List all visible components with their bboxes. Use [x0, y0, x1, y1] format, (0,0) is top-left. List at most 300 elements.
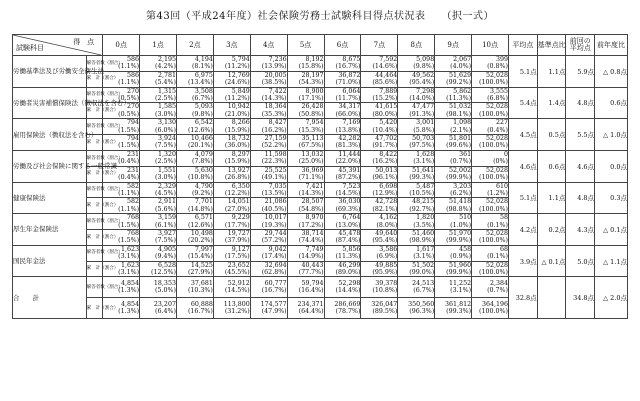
cell-count: 34,317 [338, 103, 361, 111]
cell-count: 42,728 [375, 198, 398, 206]
cell-count: 4,079 [194, 150, 213, 158]
score-cell [140, 103, 177, 119]
cell-count: 4,854 [121, 279, 140, 287]
cell-percent: (11.2%) [224, 63, 250, 71]
cell-count: 2,195 [157, 56, 176, 63]
score-cell [176, 214, 213, 230]
score-cell [324, 298, 361, 319]
cell-count: 350,560 [408, 300, 435, 308]
cell-percent: (16.2%) [261, 126, 287, 134]
cell-count: 113,800 [223, 300, 250, 308]
cell-count: 18,364 [264, 103, 287, 111]
cell-count: 68 [499, 245, 508, 253]
score-cell [250, 245, 287, 261]
score-cell [472, 87, 509, 103]
cell-count: 7,035 [268, 182, 287, 190]
cell-percent: (47.9%) [261, 308, 287, 316]
cell-count: 10,017 [264, 214, 287, 222]
cell-percent: (100.0%) [479, 110, 508, 118]
cell-count: 5,420 [379, 119, 398, 127]
col-header-score: 0点 [103, 35, 140, 56]
score-cell [140, 166, 177, 182]
cell-percent: (7.8%) [191, 158, 213, 166]
cell-percent: (54.8%) [298, 205, 324, 213]
score-cell [361, 261, 398, 277]
cell-count: 1,315 [157, 87, 176, 95]
base-ratio-value: 1.4点 [537, 87, 566, 119]
cell-count: 9,042 [268, 245, 287, 253]
cell-count: 3,927 [157, 229, 176, 237]
base-ratio-value: 1.1点 [537, 56, 566, 88]
cell-percent: (50.8%) [298, 110, 324, 118]
cell-count: 8,427 [268, 119, 287, 127]
cell-count: 364,196 [481, 300, 508, 308]
yoy-value: 0.0点 [595, 150, 628, 182]
cell-count: 52,028 [485, 166, 508, 174]
score-cell [176, 229, 213, 245]
cell-count: 6,542 [194, 119, 213, 127]
cell-count: 9,229 [231, 214, 250, 222]
score-cell [398, 214, 435, 230]
row-type-cumulative: 累 計（割合） [86, 166, 102, 182]
cell-percent: (38.5%) [261, 79, 287, 87]
cell-count: 7,997 [194, 245, 213, 253]
cell-percent: (14.6%) [372, 63, 398, 71]
cell-percent: (6.7%) [413, 287, 435, 295]
cell-percent: (99.9%) [446, 237, 472, 245]
score-cell [250, 166, 287, 182]
score-cell [176, 119, 213, 135]
cell-percent: (0.7%) [450, 158, 472, 166]
cell-percent: (15.8%) [298, 63, 324, 71]
score-cell [140, 182, 177, 198]
cell-count: 49,640 [375, 229, 398, 237]
cell-percent: (20.1%) [187, 142, 213, 150]
cell-percent: (4.2%) [155, 63, 176, 71]
cell-percent: (6.8%) [487, 95, 508, 103]
row-type-examinees: 解答者数（割合） [86, 150, 102, 166]
cell-count: 231 [127, 166, 140, 174]
cell-count: 2,384 [489, 279, 508, 287]
score-cell [361, 103, 398, 119]
cell-percent: (95.9%) [372, 268, 398, 276]
score-cell [287, 277, 324, 298]
score-cell [324, 261, 361, 277]
cell-count: 6,571 [194, 214, 213, 222]
cell-count: 51,970 [449, 229, 472, 237]
cell-count: 6,764 [342, 214, 361, 222]
cell-percent: (13.8%) [335, 126, 361, 134]
cell-percent: (14.8%) [187, 205, 213, 213]
cell-percent: (11.2%) [224, 95, 250, 103]
score-cell [250, 119, 287, 135]
score-cell [324, 198, 361, 214]
cell-percent: (6.9%) [376, 253, 398, 261]
score-cell [213, 298, 250, 319]
score-cell [213, 87, 250, 103]
cell-percent: (91.3%) [409, 110, 435, 118]
cell-percent: (3.1%) [413, 158, 435, 166]
score-cell [361, 182, 398, 198]
cell-percent: (1.1%) [118, 63, 140, 71]
score-cell [287, 229, 324, 245]
cell-percent: (2.5%) [155, 95, 176, 103]
cell-percent: (5.6%) [155, 205, 176, 213]
cell-count: 4,905 [157, 245, 176, 253]
row-type-cumulative: 累 計（割合） [86, 198, 102, 214]
cell-count: 6,975 [194, 71, 213, 79]
score-cell [435, 261, 472, 277]
col-header-score: 4点 [250, 35, 287, 56]
cell-percent: (1.5%) [118, 126, 140, 134]
cell-count: 50,013 [375, 166, 398, 174]
cell-percent: (71.0%) [335, 79, 361, 87]
cell-percent: (4.5%) [155, 189, 176, 197]
cell-percent: (10.8%) [372, 287, 398, 295]
cell-percent: (82.1%) [372, 205, 398, 213]
cell-percent: (17.7%) [224, 221, 250, 229]
cell-percent: (100.0%) [479, 205, 508, 213]
cell-percent: (80.0%) [372, 110, 398, 118]
row-type-examinees: 解答者数（割合） [86, 119, 102, 135]
cell-count: 51,460 [412, 229, 435, 237]
score-cell [361, 71, 398, 87]
score-cell [398, 119, 435, 135]
cell-percent: (97.5%) [409, 142, 435, 150]
average-value: 5.1点 [508, 56, 537, 88]
cell-percent: (3.0%) [155, 174, 176, 182]
cell-count: 21,086 [264, 198, 287, 206]
cell-percent: (14.3%) [298, 189, 324, 197]
cell-count: 52,912 [227, 279, 250, 287]
score-cell [435, 298, 472, 319]
examinees-row [13, 245, 628, 261]
score-cell [398, 261, 435, 277]
cell-count: 52,002 [449, 166, 472, 174]
score-cell [435, 87, 472, 103]
score-cell [287, 71, 324, 87]
average-value: 3.9点 [508, 245, 537, 277]
cell-percent: (0.4%) [118, 158, 140, 166]
cell-count: 49,885 [375, 261, 398, 269]
score-cell [140, 245, 177, 261]
cell-percent: (15.3%) [298, 126, 324, 134]
subject-name: 国民年金法 [13, 245, 87, 277]
cell-count: 7,422 [268, 87, 287, 95]
cell-count: 5,487 [416, 182, 435, 190]
cell-count: 361,812 [445, 300, 472, 308]
cell-count: 231 [127, 150, 140, 158]
cell-percent: (0.9%) [450, 253, 472, 261]
base-ratio-value: 0.6点 [537, 150, 566, 182]
score-cell [398, 87, 435, 103]
cell-percent: (67.5%) [298, 142, 324, 150]
cell-count: 7,592 [379, 56, 398, 63]
cell-percent: (1.1%) [118, 189, 140, 197]
cell-count: 29,744 [264, 229, 287, 237]
cell-count: 10,942 [227, 103, 250, 111]
cell-percent: (98.8%) [446, 205, 472, 213]
score-cell [361, 135, 398, 151]
average-value: 4.2点 [508, 214, 537, 246]
score-cell [324, 277, 361, 298]
cell-percent: (22.3%) [261, 158, 287, 166]
score-cell [472, 103, 509, 119]
cell-count: 1,623 [121, 261, 140, 269]
cell-count: 20,005 [264, 71, 287, 79]
cell-percent: (15.9%) [224, 126, 250, 134]
cell-count: 6,528 [157, 261, 176, 269]
row-type-examinees: 解答者数（割合） [86, 277, 102, 298]
cell-percent: (14.5%) [224, 287, 250, 295]
cell-percent: (78.7%) [335, 308, 361, 316]
cell-percent: (1.5%) [118, 221, 140, 229]
row-type-cumulative: 累 計（割合） [86, 261, 102, 277]
cell-count: 5,794 [231, 56, 250, 63]
cell-percent: (27.9%) [187, 268, 213, 276]
score-cell [140, 198, 177, 214]
cell-percent: (5.0%) [155, 287, 176, 295]
cell-percent: (99.0%) [409, 268, 435, 276]
cell-count: 2,329 [157, 182, 176, 190]
cell-percent: (35.3%) [261, 110, 287, 118]
cell-count: 8,422 [379, 150, 398, 158]
cell-percent: (64.4%) [298, 308, 324, 316]
cell-count: 3,130 [157, 119, 176, 127]
cell-percent: (1.3%) [118, 287, 140, 295]
cell-count: 28,507 [301, 198, 324, 206]
col-header-score: 1点 [140, 35, 177, 56]
cell-count: 45,391 [338, 166, 361, 174]
cell-count: 234,371 [297, 300, 324, 308]
cell-count: 12,769 [227, 71, 250, 79]
cell-count: 1,320 [157, 150, 176, 158]
yoy-value: △ 1.0点 [595, 119, 628, 151]
cell-count: 51,629 [449, 71, 472, 79]
cell-count: 52,028 [485, 103, 508, 111]
cell-percent: (100.0%) [479, 142, 508, 150]
cell-count: 174,577 [260, 300, 287, 308]
score-cell [140, 119, 177, 135]
score-cell [287, 214, 324, 230]
score-cell [472, 298, 509, 319]
cell-percent: (14.0%) [409, 95, 435, 103]
cell-percent: (11.3%) [335, 253, 361, 261]
cell-count: 36,030 [338, 198, 361, 206]
cell-percent: (1.3%) [118, 308, 140, 316]
score-cell [287, 298, 324, 319]
cell-percent: (99.9%) [446, 174, 472, 182]
cell-count: 2,911 [157, 198, 176, 206]
score-cell [472, 166, 509, 182]
score-table [12, 34, 628, 319]
cell-percent: (1.2%) [487, 189, 508, 197]
score-cell [287, 103, 324, 119]
cell-count: 361 [459, 150, 472, 158]
cell-percent: (99.2%) [446, 79, 472, 87]
score-cell [176, 261, 213, 277]
prev-average-value: 34.8点 [566, 277, 595, 319]
average-value: 4.5点 [508, 119, 537, 151]
score-cell [472, 214, 509, 230]
cell-percent: (13.4%) [187, 79, 213, 87]
cell-percent: (1.5%) [118, 237, 140, 245]
header-row [13, 35, 628, 56]
cell-count: 60,888 [190, 300, 213, 308]
score-cell [213, 166, 250, 182]
base-ratio-value [537, 277, 566, 319]
cell-count: 10,498 [190, 229, 213, 237]
score-cell [435, 182, 472, 198]
score-cell [140, 298, 177, 319]
cell-percent: (36.0%) [224, 142, 250, 150]
score-cell [435, 71, 472, 87]
cell-percent: (12.6%) [187, 126, 213, 134]
cell-percent: (17.5%) [224, 253, 250, 261]
cell-percent: (0.4%) [118, 174, 140, 182]
cell-count: 768 [127, 214, 140, 222]
cell-count: 5,856 [342, 245, 361, 253]
cell-percent: (96.3%) [409, 308, 435, 316]
cell-percent: (3.0%) [155, 110, 176, 118]
cell-count: 51,502 [412, 261, 435, 269]
corner-header [13, 35, 103, 56]
cell-percent: (98.9%) [409, 237, 435, 245]
cell-percent: (14.4%) [335, 287, 361, 295]
cell-percent: (40.5%) [261, 205, 287, 213]
cell-count: 326,047 [371, 300, 398, 308]
score-cell [213, 245, 250, 261]
score-cell [472, 261, 509, 277]
cell-count: 0 [503, 150, 508, 158]
cell-count: 7,749 [305, 245, 324, 253]
cell-count: 5,862 [453, 87, 472, 95]
cell-count: 4,790 [194, 182, 213, 190]
subject-name: 労働者災害補償保険法（徴収法を含む） [13, 87, 87, 119]
cell-count: 52,028 [485, 261, 508, 269]
cell-count: 1,628 [416, 150, 435, 158]
yoy-value: △ 0.8点 [595, 56, 628, 88]
cell-count: 27,159 [264, 135, 287, 143]
cell-percent: (6.7%) [191, 95, 213, 103]
cell-count: 26,428 [301, 103, 324, 111]
cell-percent: (99.6%) [446, 142, 472, 150]
score-cell [176, 71, 213, 87]
cell-percent: (12.2%) [224, 189, 250, 197]
cell-percent: (92.7%) [409, 205, 435, 213]
score-cell [472, 245, 509, 261]
score-cell [472, 198, 509, 214]
cell-count: 8,266 [231, 119, 250, 127]
score-cell [250, 277, 287, 298]
cell-percent: (49.1%) [261, 174, 287, 182]
score-cell [176, 245, 213, 261]
cell-count: 14,051 [227, 198, 250, 206]
score-cell [435, 214, 472, 230]
cell-count: 8,900 [305, 87, 324, 95]
cell-count: 7,701 [194, 198, 213, 206]
score-cell [361, 298, 398, 319]
cell-percent: (14.3%) [261, 95, 287, 103]
cell-percent: (17.2%) [298, 221, 324, 229]
score-cell [398, 135, 435, 151]
yoy-value: 0.3点 [595, 182, 628, 214]
score-cell [176, 298, 213, 319]
row-type-examinees: 解答者数（割合） [86, 214, 102, 230]
examinees-row [13, 277, 628, 298]
cell-percent: (52.2%) [261, 142, 287, 150]
examinees-row [13, 182, 628, 198]
cell-count: 18,732 [227, 135, 250, 143]
score-cell [472, 182, 509, 198]
cell-count: 60,777 [264, 279, 287, 287]
table-body [13, 56, 628, 319]
cell-percent: (0.5%) [118, 95, 140, 103]
yoy-value: △ 2.0点 [595, 277, 628, 319]
cell-percent: (15.4%) [187, 253, 213, 261]
cell-percent: (24.6%) [224, 79, 250, 87]
cell-count: 39,378 [375, 279, 398, 287]
score-cell [140, 87, 177, 103]
cell-count: 5,849 [231, 87, 250, 95]
cell-count: 36,872 [338, 71, 361, 79]
score-cell [435, 198, 472, 214]
score-cell [324, 71, 361, 87]
cell-count: 19,727 [227, 229, 250, 237]
cell-percent: (7.5%) [155, 237, 176, 245]
score-cell [287, 261, 324, 277]
score-cell [250, 182, 287, 198]
cell-percent: (85.6%) [372, 79, 398, 87]
cell-percent: (100.0%) [479, 308, 508, 316]
score-cell [398, 245, 435, 261]
cell-count: 7,523 [342, 182, 361, 190]
cell-count: 794 [127, 119, 140, 127]
row-type-cumulative: 累 計（割合） [86, 71, 102, 87]
score-cell [435, 56, 472, 72]
row-type-cumulative: 累 計（割合） [86, 135, 102, 151]
base-ratio-value: △ 0.1点 [537, 245, 566, 277]
cell-count: 52,028 [485, 198, 508, 206]
cell-count: 582 [127, 182, 140, 190]
cell-count: 586 [127, 71, 140, 79]
cell-count: 1,617 [416, 245, 435, 253]
cell-percent: (15.2%) [372, 95, 398, 103]
cell-count: 5,093 [194, 103, 213, 111]
cell-percent: (6.1%) [155, 221, 176, 229]
score-cell [324, 166, 361, 182]
cell-count: 24,513 [412, 279, 435, 287]
cell-percent: (5.4%) [155, 79, 176, 87]
cell-percent: (22.0%) [335, 158, 361, 166]
cell-count: 37,681 [190, 279, 213, 287]
cell-count: 458 [459, 245, 472, 253]
score-cell [250, 198, 287, 214]
score-cell [472, 135, 509, 151]
examinees-row [13, 150, 628, 166]
corner-label-score: 得 点 [73, 38, 95, 46]
cell-percent: (77.7%) [298, 268, 324, 276]
score-cell [324, 245, 361, 261]
score-cell [361, 119, 398, 135]
cell-percent: (98.1%) [446, 110, 472, 118]
cell-percent: (9.2%) [191, 189, 213, 197]
row-type-examinees: 解答者数（割合） [86, 182, 102, 198]
score-cell [213, 150, 250, 166]
score-cell [324, 135, 361, 151]
examinees-row [13, 214, 628, 230]
score-cell [435, 119, 472, 135]
